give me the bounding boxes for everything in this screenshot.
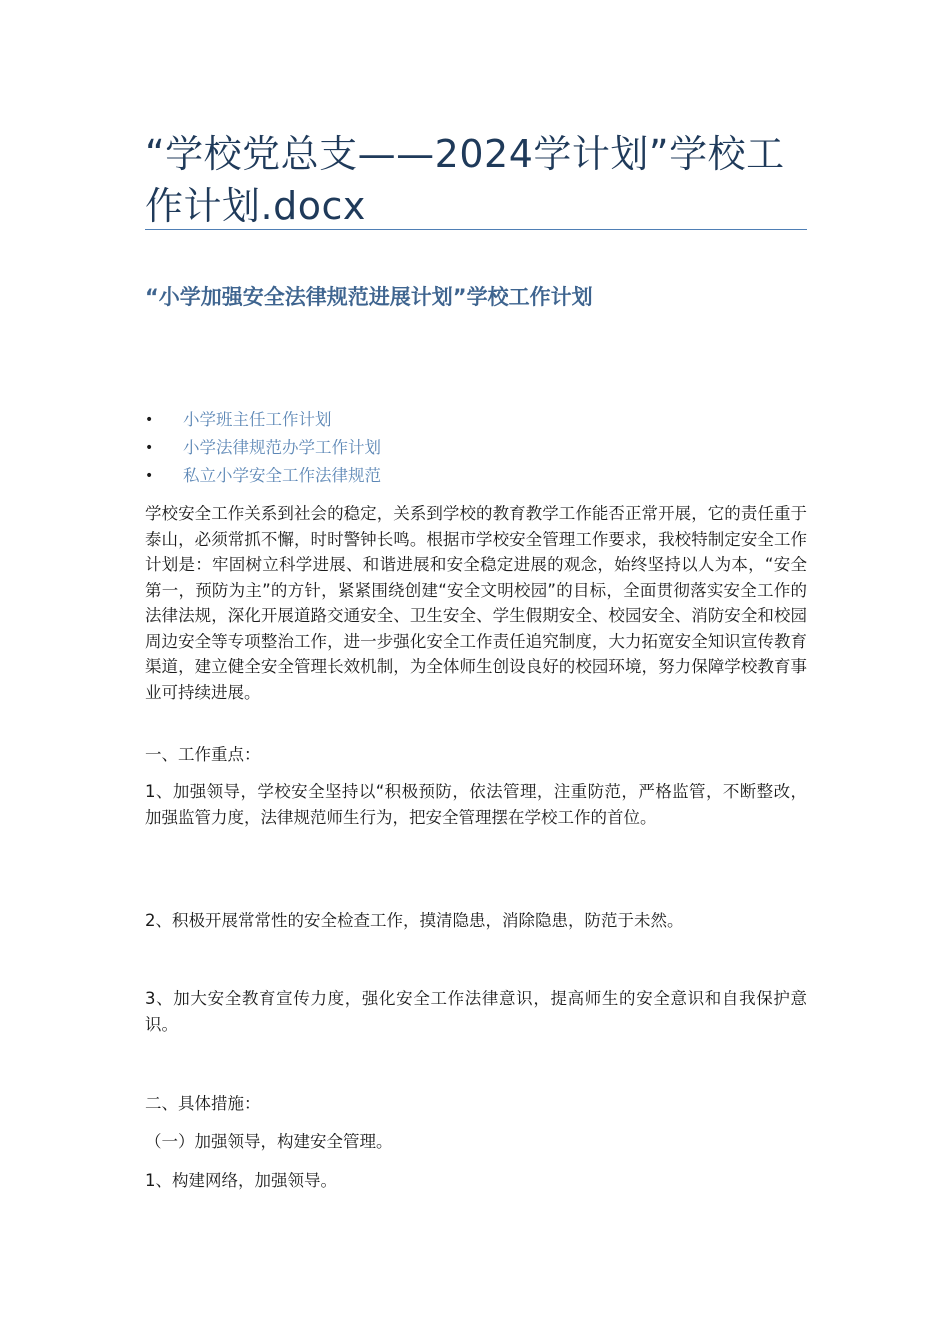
bullet-icon: • (145, 468, 154, 484)
document-subtitle: “小学加强安全法律规范进展计划”学校工作计划 (145, 285, 593, 309)
title-divider (145, 229, 807, 230)
bullet-icon: • (145, 440, 154, 456)
section2-heading: 二、具体措施： (145, 1094, 261, 1113)
related-link-1[interactable]: 小学班主任工作计划 (183, 410, 332, 429)
bullet-icon: • (145, 412, 154, 428)
related-link-2[interactable]: 小学法律规范办学工作计划 (183, 438, 381, 457)
related-links-list (145, 406, 807, 490)
work-focus-item-3: 3、加大安全教育宣传力度，强化安全工作法律意识，提高师生的安全意识和自我保护意识。 (145, 989, 807, 1034)
work-focus-item-2: 2、积极开展常常性的安全检查工作，摸清隐患，消除隐患，防范于未然。 (145, 911, 684, 930)
related-link-item[interactable] (145, 462, 807, 490)
intro-paragraph: 学校安全工作关系到社会的稳定，关系到学校的教育教学工作能否正常开展，它的责任重于泰山，必须常抓不懈，时时警钟长鸣。根据市学校安全管理工作要求，我校特制定安全工作计划是：牢固树立科学进展、和谐进展和安全稳定进展的观念，始终坚持以人为本，“安全第一，预防为主”的方针，紧紧围绕创建“安全文明校园”的目标，全面贯彻落实安全工作的法律法规，深化开展道路交通安全、卫生安全、学生假期安全、校园安全、消防安全和校园周边安全等专项整治工作，进一步强化安全工作责任追究制度，大力拓宽安全知识宣传教育渠道，建立健全安全管理长效机制，为全体师生创设良好的校园环境，努力保障学校教育事业可持续进展。 (145, 504, 807, 702)
measure-item-1: 1、构建网络，加强领导。 (145, 1171, 337, 1190)
document-title: “学校党总支——2024学计划”学校工作计划.docx (145, 132, 785, 228)
related-link-3[interactable]: 私立小学安全工作法律规范 (183, 466, 381, 485)
subsection1-heading: （一）加强领导，构建安全管理。 (145, 1132, 393, 1151)
section1-heading: 一、工作重点： (145, 745, 261, 764)
work-focus-item-1: 1、加强领导，学校安全坚持以“积极预防，依法管理，注重防范，严格监管，不断整改，加强监管力度，法律规范师生行为，把安全管理摆在学校工作的首位。 (145, 782, 807, 827)
related-link-item[interactable] (145, 434, 807, 462)
related-link-item[interactable] (145, 406, 807, 434)
